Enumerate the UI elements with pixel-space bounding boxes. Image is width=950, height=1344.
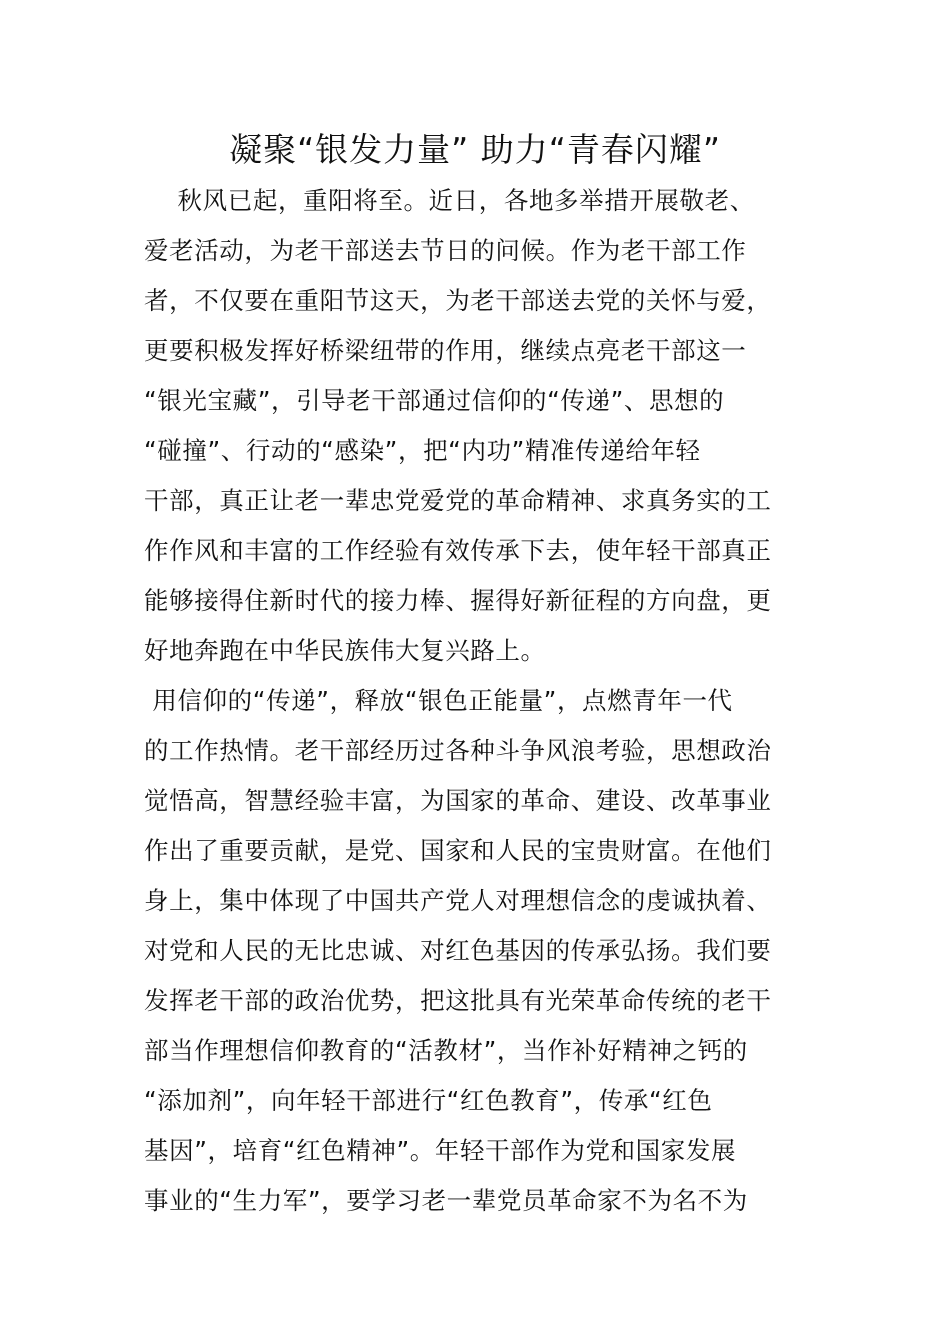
- paragraph-line: 基因”，培育“红色精神”。年轻干部作为党和国家发展: [144, 1136, 737, 1165]
- paragraph-line: “添加剂”，向年轻干部进行“红色教育”，传承“红色: [144, 1086, 713, 1115]
- paragraph-line: 者，不仅要在重阳节这天，为老干部送去党的关怀与爱，: [144, 286, 772, 315]
- paragraph-line: 觉悟高，智慧经验丰富，为国家的革命、建设、改革事业: [144, 786, 772, 815]
- paragraph-line: 能够接得住新时代的接力棒、握得好新征程的方向盘，更: [144, 586, 772, 615]
- paragraph-line: 干部，真正让老一辈忠党爱党的革命精神、求真务实的工: [144, 486, 772, 515]
- document-title: 凝聚“银发力量” 助力“青春闪耀”: [229, 130, 721, 169]
- paragraph-line: “碰撞”、行动的“感染”，把“内功”精准传递给年轻: [144, 436, 701, 465]
- paragraph-line: 事业的“生力军”，要学习老一辈党员革命家不为名不为: [144, 1186, 748, 1215]
- paragraph-line: 部当作理想信仰教育的“活教材”，当作补好精神之钙的: [144, 1036, 748, 1065]
- paragraph-line: 作出了重要贡献，是党、国家和人民的宝贵财富。在他们: [144, 836, 772, 865]
- paragraph-line: “银光宝藏”，引导老干部通过信仰的“传递”、思想的: [144, 386, 725, 415]
- paragraph-line: 好地奔跑在中华民族伟大复兴路上。: [144, 636, 546, 665]
- paragraph-line: 用信仰的“传递”，释放“银色正能量”，点燃青年一代: [144, 686, 733, 715]
- paragraph-line: 爱老活动，为老干部送去节日的问候。作为老干部工作: [144, 236, 747, 265]
- paragraph-line: 发挥老干部的政治优势，把这批具有光荣革命传统的老干: [144, 986, 772, 1015]
- paragraph-line: 对党和人民的无比忠诚、对红色基因的传承弘扬。我们要: [144, 936, 772, 965]
- paragraph-line: 更要积极发挥好桥梁纽带的作用，继续点亮老干部这一: [144, 336, 747, 365]
- paragraph-line: 作作风和丰富的工作经验有效传承下去，使年轻干部真正: [144, 536, 772, 565]
- paragraph-line: 秋风已起，重阳将至。近日，各地多举措开展敬老、: [144, 186, 755, 215]
- paragraph-line: 身上，集中体现了中国共产党人对理想信念的虔诚执着、: [144, 886, 772, 915]
- paragraph-line: 的工作热情。老干部经历过各种斗争风浪考验，思想政治: [144, 736, 772, 765]
- document-body: [144, 176, 814, 1226]
